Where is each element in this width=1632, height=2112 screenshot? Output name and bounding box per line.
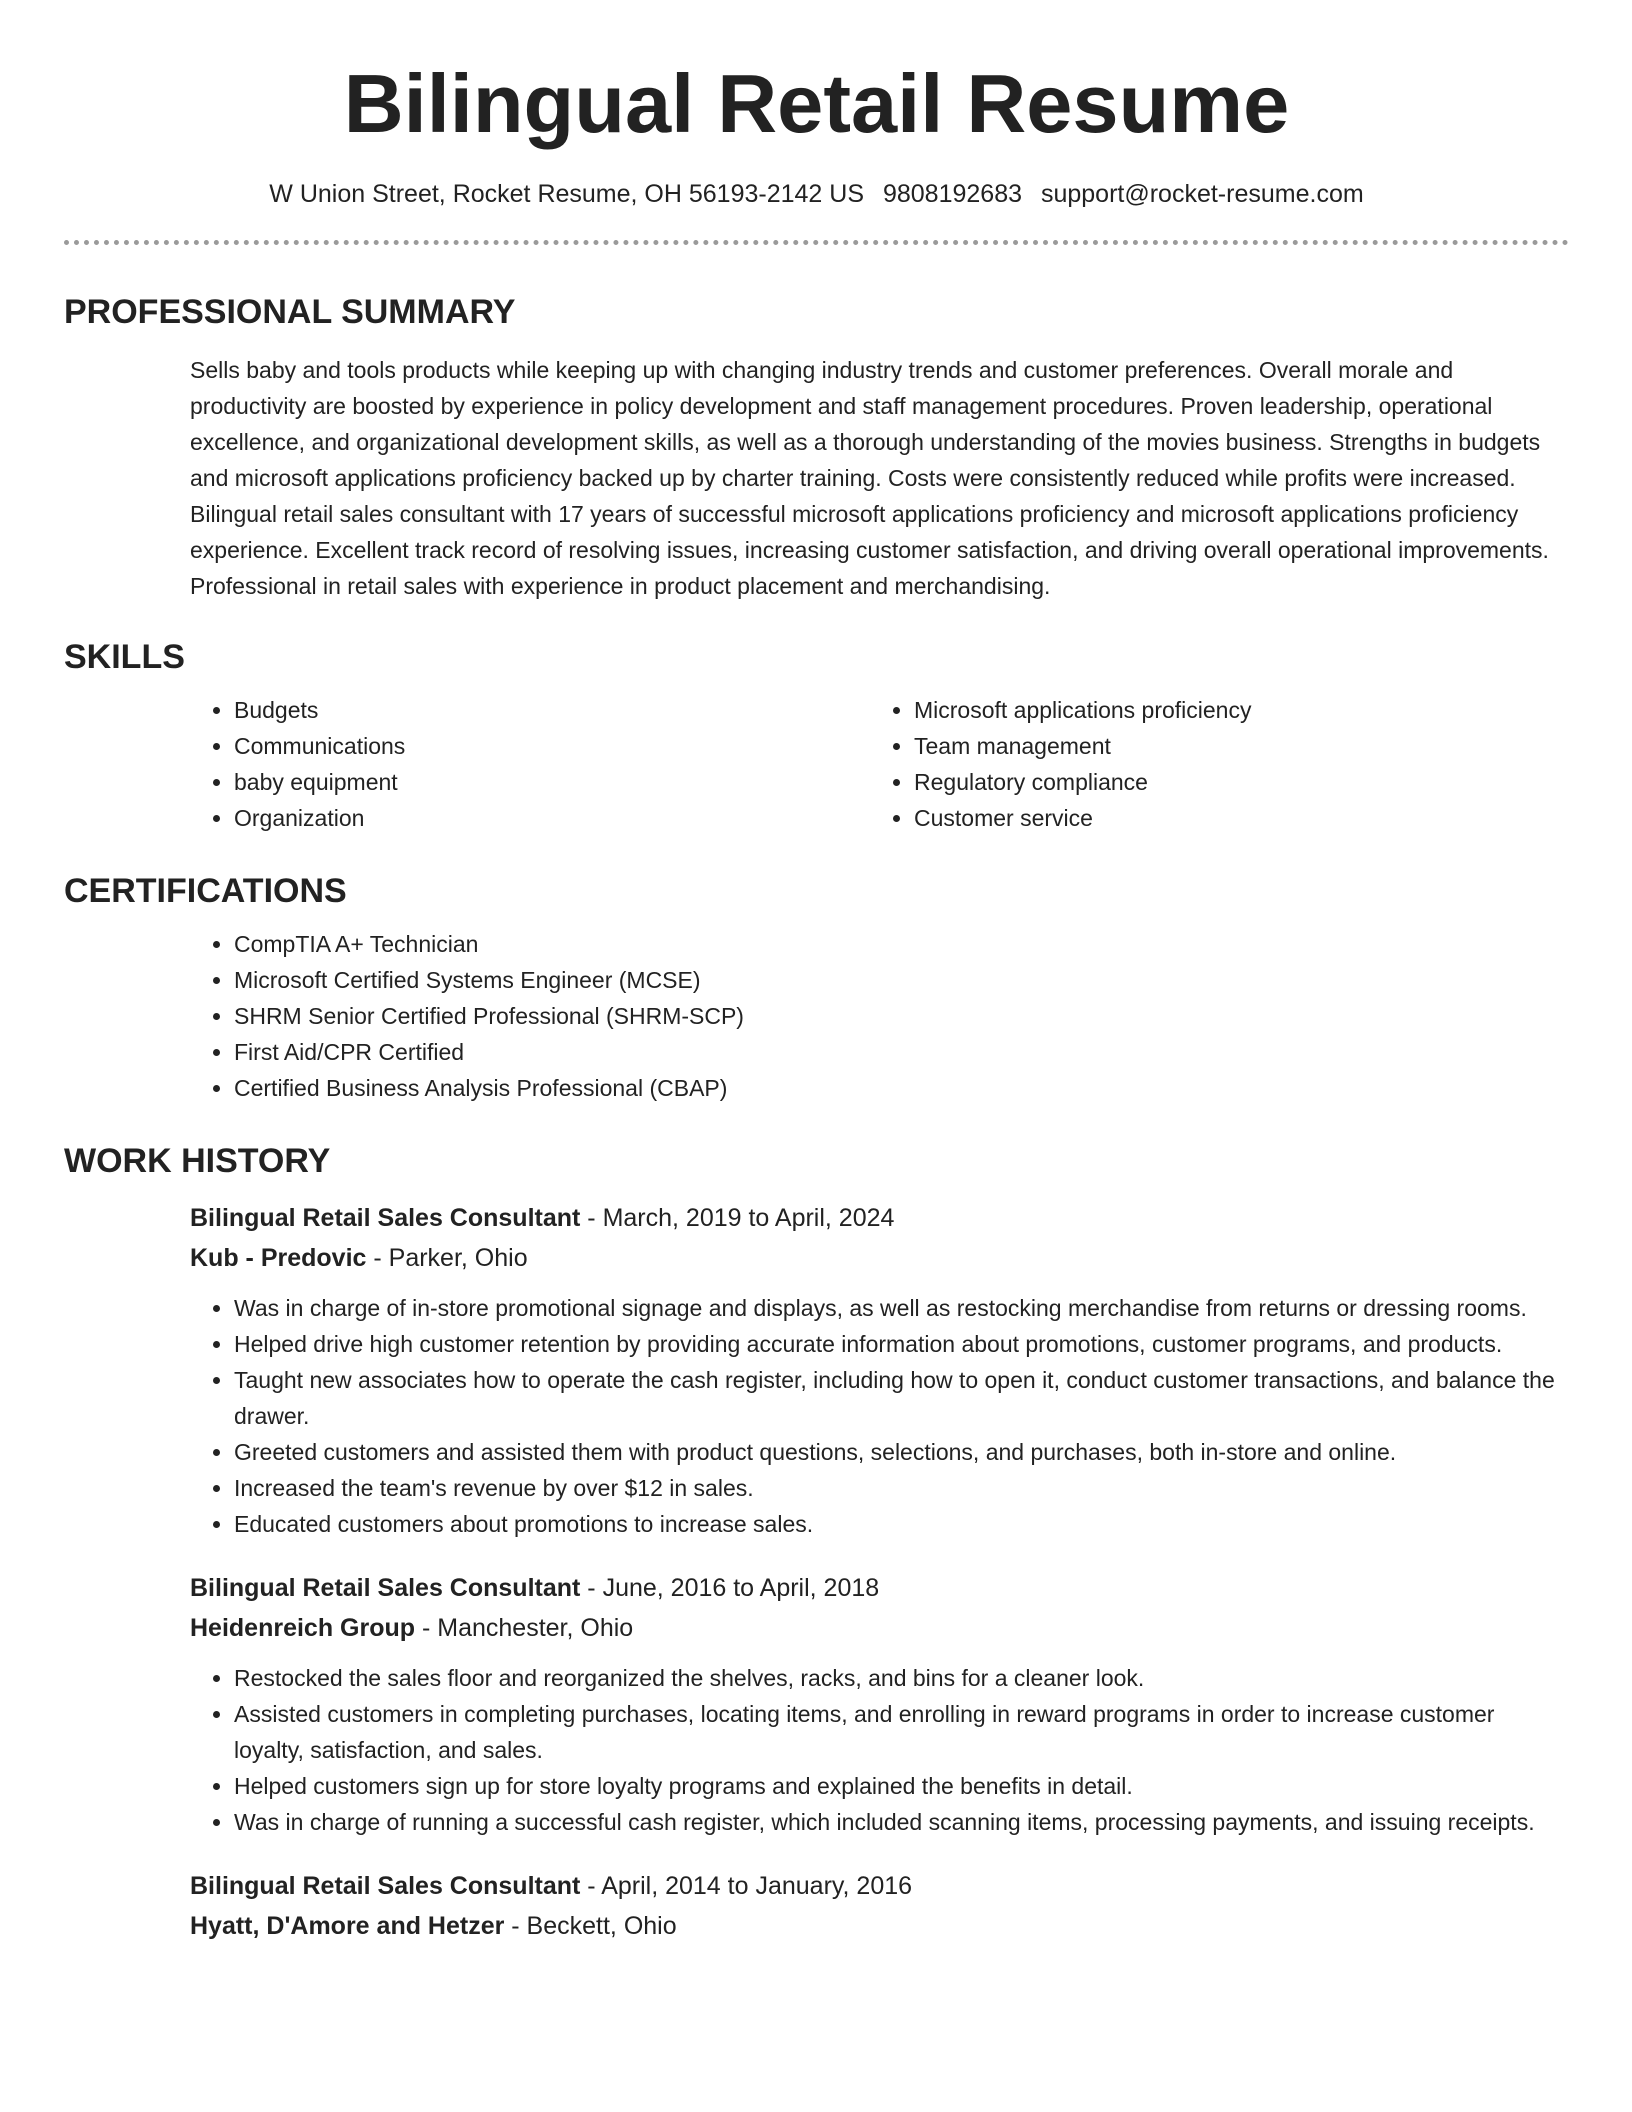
address: W Union Street, Rocket Resume, OH 56193-2142 US [269, 180, 865, 208]
skill-item: • Budgets [234, 692, 870, 728]
job-dates: - March, 2019 to April, 2024 [580, 1204, 895, 1232]
summary-heading: PROFESSIONAL SUMMARY [64, 293, 516, 331]
job-company: Hyatt, D'Amore and Hetzer [190, 1912, 505, 1940]
job-title-line [190, 1200, 1569, 1236]
job-bullet: • Taught new associates how to operate the cash register, including how to open it, conduct customer transactions, and balance the drawer. [234, 1362, 1569, 1434]
skills-column-left [190, 692, 870, 836]
work-history-heading: WORK HISTORY [64, 1142, 331, 1180]
resume-title: Bilingual Retail Resume [343, 57, 1290, 150]
job-bullet: • Helped customers sign up for store loyalty programs and explained the benefits in detail. [234, 1768, 1569, 1804]
job-role: Bilingual Retail Sales Consultant [190, 1872, 581, 1900]
job-bullets [190, 1660, 1569, 1840]
job-role: Bilingual Retail Sales Consultant [190, 1574, 581, 1602]
job-bullet: • Assisted customers in completing purchases, locating items, and enrolling in reward programs in order to increase customer loyalty, satisfaction, and sales. [234, 1696, 1569, 1768]
skill-item: • Team management [914, 728, 1550, 764]
phone: 9808192683 [882, 180, 1023, 208]
job-entry [190, 1200, 1569, 1542]
job-bullet: • Was in charge of in-store promotional signage and displays, as well as restocking merchandise from returns or dressing rooms. [234, 1290, 1569, 1326]
skills-list [190, 692, 1569, 836]
certifications-heading: CERTIFICATIONS [64, 872, 347, 910]
certification-item: • Certified Business Analysis Professional (CBAP) [234, 1070, 1569, 1106]
header-divider [64, 240, 1569, 245]
skills-column-right [870, 692, 1550, 836]
job-role: Bilingual Retail Sales Consultant [190, 1204, 581, 1232]
job-bullet: • Educated customers about promotions to increase sales. [234, 1506, 1569, 1542]
skill-item: • Regulatory compliance [914, 764, 1550, 800]
job-title-line [190, 1570, 1569, 1606]
job-bullet: • Greeted customers and assisted them with product questions, selections, and purchases, both in-store and online. [234, 1434, 1569, 1470]
job-location: - Manchester, Ohio [415, 1614, 634, 1642]
job-dates: - June, 2016 to April, 2018 [580, 1574, 880, 1602]
certification-item: • SHRM Senior Certified Professional (SHRM-SCP) [234, 998, 1569, 1034]
skill-item: • Customer service [914, 800, 1550, 836]
job-company: Kub - Predovic [190, 1244, 367, 1272]
job-dates: - April, 2014 to January, 2016 [580, 1872, 913, 1900]
certification-item: • Microsoft Certified Systems Engineer (MCSE) [234, 962, 1569, 998]
job-company: Heidenreich Group [190, 1614, 416, 1642]
certifications-list [190, 926, 1569, 1106]
certification-item: • First Aid/CPR Certified [234, 1034, 1569, 1070]
email: support@rocket-resume.com [1040, 180, 1364, 208]
certification-item: • CompTIA A+ Technician [234, 926, 1569, 962]
job-location: - Beckett, Ohio [504, 1912, 677, 1940]
job-company-line [190, 1610, 1569, 1646]
summary-text: Sells baby and tools products while keeping up with changing industry trends and customer preferences. Overall morale and productivity are boosted by experience in policy development and staff management procedures. Proven leadership, operational excellence, and organizational development skills, as well as a thorough understanding of the movies business. Strengths in budgets and microsoft applications proficiency backed up by charter training. Costs were consistently reduced while profits were increased. Bilingual retail sales consultant with 17 years of successful microsoft applications proficiency and microsoft applications proficiency experience. Excellent track record of resolving issues, increasing customer satisfaction, and driving overall operational improvements. Professional in retail sales with experience in product placement and merchandising. [190, 357, 1549, 599]
contact-line [64, 182, 1569, 207]
job-title-line [190, 1868, 1569, 1904]
job-location: - Parker, Ohio [366, 1244, 528, 1272]
job-entry [190, 1570, 1569, 1840]
job-bullet: • Was in charge of running a successful cash register, which included scanning items, processing payments, and issuing receipts. [234, 1804, 1569, 1840]
skill-item: • baby equipment [234, 764, 870, 800]
job-bullet: • Increased the team's revenue by over $12 in sales. [234, 1470, 1569, 1506]
job-bullet: • Restocked the sales floor and reorganized the shelves, racks, and bins for a cleaner look. [234, 1660, 1569, 1696]
skill-item: • Communications [234, 728, 870, 764]
skills-heading: SKILLS [64, 638, 185, 676]
job-company-line [190, 1908, 1569, 1944]
resume-page [64, 0, 1569, 1944]
skill-item: • Organization [234, 800, 870, 836]
skill-item: • Microsoft applications proficiency [914, 692, 1550, 728]
job-entry [190, 1868, 1569, 1944]
job-company-line [190, 1240, 1569, 1276]
job-bullets [190, 1290, 1569, 1542]
job-bullet: • Helped drive high customer retention by providing accurate information about promotions, customer programs, and products. [234, 1326, 1569, 1362]
